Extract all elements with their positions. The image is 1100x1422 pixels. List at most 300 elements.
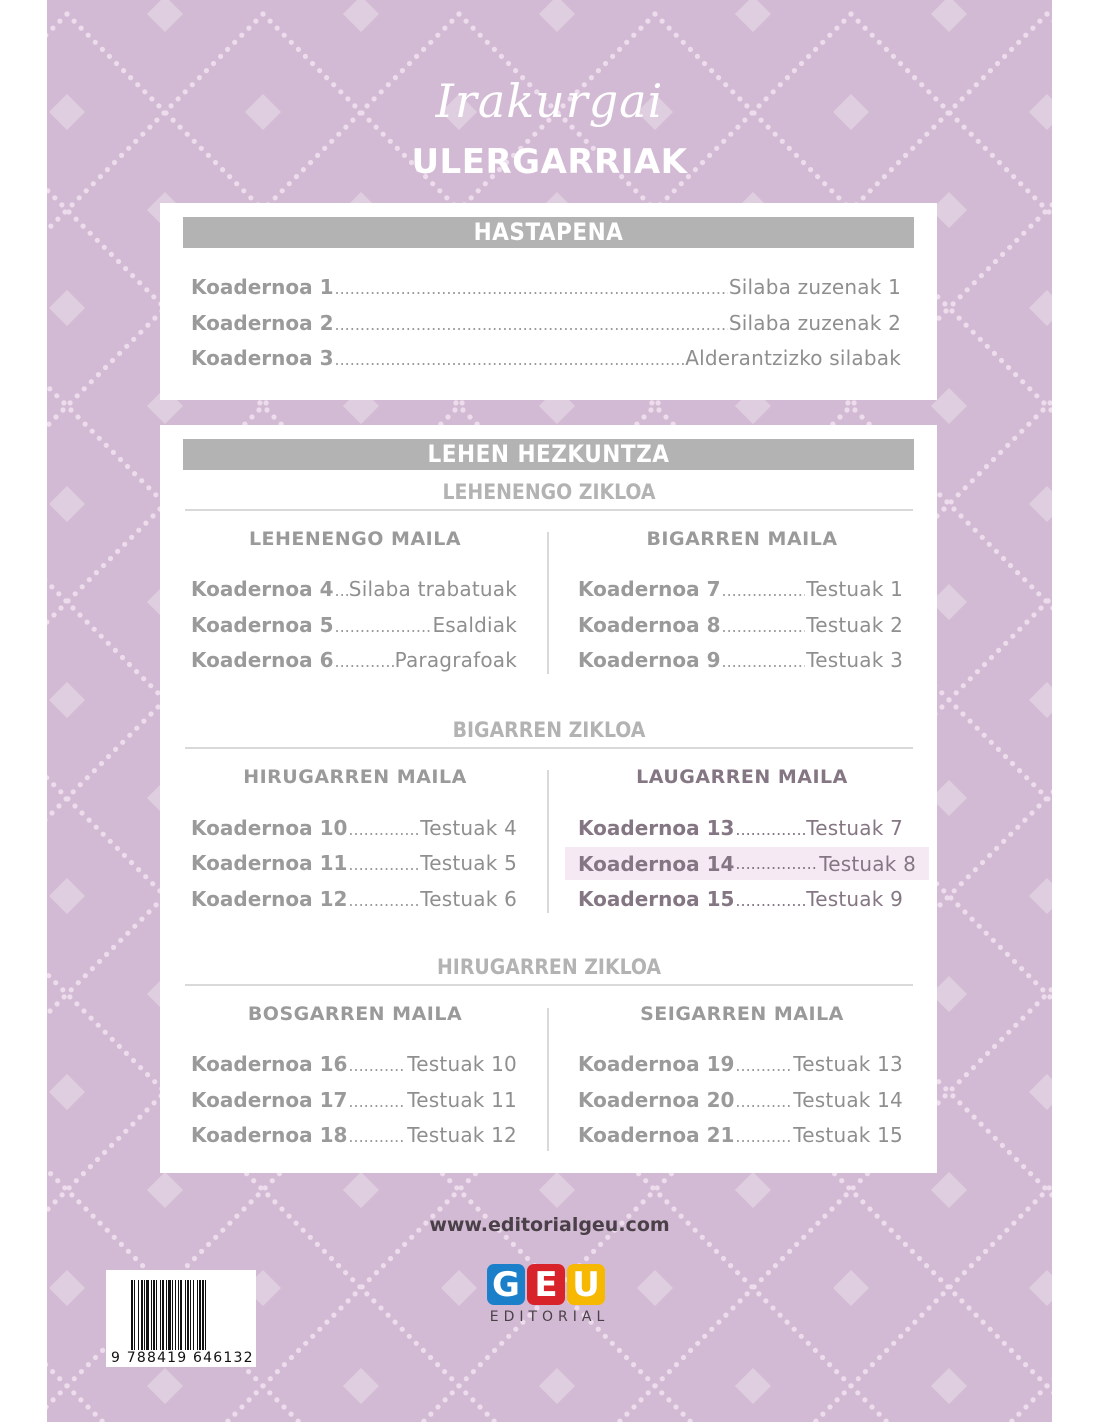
notebook-label: Koadernoa 8 <box>578 613 721 637</box>
barcode-bar <box>151 1280 152 1352</box>
pattern-dot <box>1036 803 1041 808</box>
pattern-dot <box>55 1178 60 1183</box>
pattern-dot <box>127 733 132 738</box>
pattern-diamond <box>539 0 575 32</box>
lehen-hezkuntza-card <box>160 425 937 1173</box>
pattern-dot <box>1040 407 1045 412</box>
pattern-dot <box>1016 1412 1021 1417</box>
pattern-dot <box>773 132 778 137</box>
pattern-dot <box>938 902 943 907</box>
pattern-dot <box>428 40 433 45</box>
cycle-divider <box>185 984 913 986</box>
pattern-dot <box>116 1136 121 1141</box>
pattern-dot <box>331 1313 336 1318</box>
pattern-dot <box>407 61 412 66</box>
pattern-dot <box>898 61 903 66</box>
notebook-label: Koadernoa 12 <box>191 887 348 911</box>
pattern-dot <box>185 132 190 137</box>
pattern-dot <box>129 535 134 540</box>
notebook-label: Koadernoa 5 <box>191 613 334 637</box>
series-title-main: ULERGARRIAK <box>411 142 688 182</box>
pattern-dot <box>966 1305 971 1310</box>
pattern-dot <box>225 47 230 52</box>
pattern-dot <box>525 1256 530 1261</box>
pattern-dot <box>959 881 964 886</box>
pattern-dot <box>66 598 71 603</box>
pattern-dot <box>859 414 864 419</box>
pattern-dot <box>107 54 112 59</box>
pattern-dot <box>674 1362 679 1367</box>
pattern-dot <box>478 1362 483 1367</box>
pattern-dot <box>1049 987 1052 992</box>
pattern-dot <box>64 796 69 801</box>
pattern-dot <box>941 506 946 511</box>
pattern-dot <box>841 19 846 24</box>
pattern-dot <box>499 1341 504 1346</box>
pattern-dot <box>87 818 92 823</box>
pattern-dot <box>839 1178 844 1183</box>
pattern-dot <box>130 1122 135 1127</box>
list-item <box>191 346 901 370</box>
pattern-dot <box>247 1397 252 1402</box>
pattern-dot <box>957 316 962 321</box>
pattern-dot <box>1030 26 1035 31</box>
notebook-label: Koadernoa 9 <box>578 648 721 672</box>
pattern-dot <box>656 407 661 412</box>
pattern-dot <box>695 54 700 59</box>
pattern-dot <box>598 1242 603 1247</box>
pattern-diamond <box>735 1172 771 1208</box>
pattern-dot <box>249 414 254 419</box>
pattern-dot <box>976 1256 981 1261</box>
pattern-dot <box>863 1369 868 1374</box>
pattern-dot <box>995 61 1000 66</box>
pattern-dot <box>53 1199 58 1204</box>
notebook-label: Koadernoa 13 <box>578 816 735 840</box>
pattern-dot <box>1013 1023 1018 1028</box>
notebook-title: Testuak 15 <box>793 1123 903 1147</box>
pattern-dot <box>360 1284 365 1289</box>
pattern-dot <box>264 407 269 412</box>
pattern-dot <box>1001 556 1006 561</box>
pattern-dot <box>338 1305 343 1310</box>
pattern-dot <box>79 26 84 31</box>
pattern-dot <box>104 952 109 957</box>
pattern-dot <box>139 917 144 922</box>
pattern-dot <box>477 1404 482 1409</box>
pattern-dot <box>1022 577 1027 582</box>
pattern-dot <box>1025 188 1030 193</box>
barcode-bar <box>131 1280 133 1352</box>
pattern-dot <box>492 47 497 52</box>
pattern-dot <box>891 54 896 59</box>
pattern-dot <box>709 68 714 73</box>
pattern-dot <box>799 61 804 66</box>
pattern-dot <box>656 400 661 405</box>
pattern-dot <box>1027 1008 1032 1013</box>
pattern-dot <box>1041 400 1046 405</box>
pattern-dot <box>773 1263 778 1268</box>
pattern-dot <box>926 1305 931 1310</box>
pattern-dot <box>1015 570 1020 575</box>
pattern-dot <box>282 33 287 38</box>
pattern-dot <box>1006 365 1011 370</box>
pattern-dot <box>665 195 670 200</box>
pattern-dot <box>141 719 146 724</box>
barcode-bar <box>193 1280 194 1352</box>
notebook-label: Koadernoa 18 <box>191 1123 348 1147</box>
pattern-dot <box>959 1298 964 1303</box>
pattern-dot <box>1028 224 1033 229</box>
pattern-dot <box>652 11 657 16</box>
pattern-dot <box>73 591 78 596</box>
pattern-dot <box>827 1404 832 1409</box>
pattern-dot <box>94 570 99 575</box>
pattern-dot <box>499 54 504 59</box>
pattern-dot <box>51 1397 56 1402</box>
pattern-dot <box>655 1185 660 1190</box>
pattern-dot <box>841 1376 846 1381</box>
pattern-dot <box>591 1249 596 1254</box>
pattern-dot <box>62 994 67 999</box>
pattern-dot <box>660 19 665 24</box>
pattern-dot <box>957 1100 962 1105</box>
level-title-highlighted: LAUGARREN MAILA <box>636 766 848 788</box>
pattern-dot <box>55 1001 60 1006</box>
pattern-dot <box>343 1270 348 1275</box>
barcode-bar <box>138 1280 139 1352</box>
pattern-dot <box>1026 422 1031 427</box>
hastapena-heading: HASTAPENA <box>183 217 914 248</box>
list-item <box>578 577 903 601</box>
pattern-dot <box>958 294 963 299</box>
list-item <box>578 816 903 840</box>
pattern-dot <box>140 132 145 137</box>
pattern-dot <box>1040 1192 1045 1197</box>
pattern-dot <box>982 662 987 667</box>
pattern-dot <box>152 1100 157 1105</box>
pattern-dot <box>140 1263 145 1268</box>
pattern-dot <box>799 1334 804 1339</box>
publisher-url[interactable]: www.editorialgeu.com <box>429 1214 670 1236</box>
pattern-dot <box>346 1298 351 1303</box>
notebook-label: Koadernoa 10 <box>191 816 348 840</box>
notebook-label: Koadernoa 6 <box>191 648 334 672</box>
pattern-dot <box>998 945 1003 950</box>
pattern-dot <box>646 1390 651 1395</box>
pattern-dot <box>478 33 483 38</box>
pattern-dot <box>978 337 983 342</box>
pattern-dot <box>934 1298 939 1303</box>
pattern-dot <box>148 683 153 688</box>
pattern-dot <box>329 1256 334 1261</box>
leader-dots <box>721 652 805 671</box>
pattern-dot <box>53 414 58 419</box>
pattern-dot <box>296 1419 301 1422</box>
leader-dots <box>735 891 805 910</box>
pattern-dot <box>759 1277 764 1282</box>
pattern-dot <box>957 1079 962 1084</box>
pattern-dot <box>77 195 82 200</box>
pattern-dot <box>939 704 944 709</box>
pattern-dot <box>485 1355 490 1360</box>
pattern-dot <box>143 521 148 526</box>
pattern-dot <box>991 457 996 462</box>
pattern-dot <box>74 1178 79 1183</box>
pattern-dot <box>1012 436 1017 441</box>
pattern-diamond <box>343 1368 379 1404</box>
pattern-dot <box>941 1291 946 1296</box>
pattern-dot <box>834 1369 839 1374</box>
pattern-dot <box>999 358 1004 363</box>
pattern-dot <box>336 132 341 137</box>
leader-dots <box>348 1127 406 1146</box>
pattern-dot <box>56 803 61 808</box>
leader-dots <box>735 1127 792 1146</box>
column-divider <box>547 770 549 913</box>
pattern-dot <box>664 1199 669 1204</box>
pattern-dot <box>688 1348 693 1353</box>
pattern-dot <box>150 881 155 886</box>
pattern-dot <box>977 471 982 476</box>
pattern-dot <box>268 19 273 24</box>
pattern-dot <box>770 1305 775 1310</box>
pattern-dot <box>76 980 81 985</box>
pattern-dot <box>856 19 861 24</box>
notebook-label: Koadernoa 15 <box>578 887 735 911</box>
notebook-title: Testuak 7 <box>806 816 903 840</box>
pattern-dot <box>972 1115 977 1120</box>
pattern-dot <box>137 280 142 285</box>
pattern-dot <box>992 351 997 356</box>
pattern-dot <box>844 1192 849 1197</box>
pattern-dot <box>867 1206 872 1211</box>
pattern-dot <box>106 754 111 759</box>
pattern-dot <box>988 1327 993 1332</box>
pattern-dot <box>464 19 469 24</box>
pattern-dot <box>993 259 998 264</box>
pattern-dot <box>962 1270 967 1275</box>
pattern-dot <box>964 323 969 328</box>
pattern-dot <box>111 450 116 455</box>
pattern-dot <box>955 1277 960 1282</box>
pattern-dot <box>70 605 75 610</box>
pattern-dot <box>47 386 52 391</box>
pattern-dot <box>973 528 978 533</box>
pattern-dot <box>688 1419 693 1422</box>
pattern-dot <box>364 1291 369 1296</box>
cycle-title: BIGARREN ZIKLOA <box>452 718 646 742</box>
pattern-dot <box>127 662 132 667</box>
pattern-dot <box>820 1355 825 1360</box>
pattern-dot <box>952 1291 957 1296</box>
pattern-dot <box>72 1376 77 1381</box>
pattern-dot <box>924 132 929 137</box>
pattern-dot <box>1017 627 1022 632</box>
pattern-dot <box>279 1206 284 1211</box>
pattern-dot <box>460 400 465 405</box>
pattern-dot <box>702 61 707 66</box>
series-title-script: Irakurgai <box>435 74 664 128</box>
pattern-dot <box>905 68 910 73</box>
pattern-dot <box>938 1277 943 1282</box>
pattern-dot <box>100 1419 105 1422</box>
pattern-dot <box>96 1023 101 1028</box>
pattern-dot <box>88 1164 93 1169</box>
pattern-dot <box>83 1206 88 1211</box>
pattern-dot <box>47 818 48 823</box>
pattern-dot <box>987 853 992 858</box>
pattern-dot <box>868 188 873 193</box>
notebook-label: Koadernoa 3 <box>191 346 334 370</box>
pattern-dot <box>324 1320 329 1325</box>
pattern-dot <box>972 280 977 285</box>
pattern-dot <box>975 669 980 674</box>
pattern-dot <box>407 1334 412 1339</box>
pattern-dot <box>265 1192 270 1197</box>
pattern-dot <box>101 563 106 568</box>
pattern-dot <box>125 931 130 936</box>
pattern-dot <box>953 704 958 709</box>
pattern-dot <box>64 11 69 16</box>
list-item <box>191 1088 517 1112</box>
pattern-dot <box>905 1327 910 1332</box>
pattern-dot <box>137 1115 142 1120</box>
leader-dots <box>334 581 347 600</box>
pattern-dot <box>58 1390 63 1395</box>
pattern-dot <box>78 1397 83 1402</box>
pattern-dot <box>688 47 693 52</box>
pattern-dot <box>452 407 457 412</box>
pattern-dot <box>75 414 80 419</box>
pattern-diamond <box>735 0 771 32</box>
pattern-dot <box>1031 1397 1036 1402</box>
pattern-dot <box>1042 994 1047 999</box>
pattern-dot <box>752 1284 757 1289</box>
pattern-dot <box>92 627 97 632</box>
pattern-dot <box>192 1256 197 1261</box>
pattern-dot <box>101 832 106 837</box>
pattern-dot <box>1036 591 1041 596</box>
pattern-diamond <box>343 1172 379 1208</box>
pattern-dot <box>716 1320 721 1325</box>
pattern-dot <box>249 1199 254 1204</box>
pattern-dot <box>1003 754 1008 759</box>
notebook-title: Testuak 13 <box>793 1052 903 1076</box>
pattern-dot <box>877 1412 882 1417</box>
pattern-dot <box>1017 768 1022 773</box>
pattern-dot <box>849 1383 854 1388</box>
pattern-dot <box>1051 1390 1052 1395</box>
pattern-dot <box>261 1383 266 1388</box>
pattern-dot <box>617 47 622 52</box>
notebook-title: Testuak 3 <box>806 648 903 672</box>
pattern-dot <box>943 1093 948 1098</box>
pattern-dot <box>131 1058 136 1063</box>
column-divider <box>547 532 549 674</box>
pattern-dot <box>447 1178 452 1183</box>
pattern-dot <box>702 1334 707 1339</box>
pattern-dot <box>1037 19 1042 24</box>
pattern-dot <box>153 492 158 497</box>
pattern-dot <box>532 132 537 137</box>
notebook-label: Koadernoa 7 <box>578 577 721 601</box>
pattern-dot <box>974 1313 979 1318</box>
pattern-dot <box>1014 238 1019 243</box>
pattern-dot <box>108 556 113 561</box>
pattern-diamond <box>49 486 85 522</box>
pattern-dot <box>851 1185 856 1190</box>
pattern-dot <box>936 316 941 321</box>
pattern-diamond <box>539 1172 575 1208</box>
pattern-dot <box>271 414 276 419</box>
pattern-dot <box>792 1327 797 1332</box>
pattern-dot <box>1006 1030 1011 1035</box>
pattern-dot <box>253 1376 258 1381</box>
pattern-dot <box>1021 231 1026 236</box>
list-item <box>191 1123 517 1147</box>
pattern-dot <box>218 54 223 59</box>
pattern-dot <box>1044 796 1049 801</box>
leader-dots <box>334 350 684 369</box>
pattern-dot <box>79 810 84 815</box>
pattern-dot <box>945 895 950 900</box>
pattern-dot <box>273 195 278 200</box>
barcode-bar <box>146 1280 149 1352</box>
pattern-dot <box>964 1107 969 1112</box>
pattern-dot <box>968 719 973 724</box>
pattern-dot <box>884 1419 889 1422</box>
pattern-dot <box>1028 1171 1033 1176</box>
pattern-dot <box>268 1376 273 1381</box>
list-item <box>578 1088 903 1112</box>
pattern-dot <box>139 478 144 483</box>
barcode-bar <box>185 1280 186 1352</box>
pattern-dot <box>862 1397 867 1402</box>
pattern-dot <box>317 68 322 73</box>
pattern-dot <box>643 1178 648 1183</box>
pattern-dot <box>150 513 155 518</box>
notebook-label: Koadernoa 17 <box>191 1088 348 1112</box>
pattern-dot <box>845 400 850 405</box>
pattern-dot <box>1029 810 1034 815</box>
pattern-dot <box>85 1404 90 1409</box>
pattern-dot <box>1037 1376 1042 1381</box>
pattern-dot <box>111 945 116 950</box>
pattern-dot <box>855 1390 860 1395</box>
pattern-dot <box>820 1412 825 1417</box>
pattern-dot <box>667 1369 672 1374</box>
pattern-diamond <box>931 1368 967 1404</box>
pattern-dot <box>681 1355 686 1360</box>
pattern-dot <box>1033 1199 1038 1204</box>
pattern-dot <box>232 40 237 45</box>
pattern-dot <box>942 301 947 306</box>
pattern-dot <box>90 966 95 971</box>
barcode-bar <box>178 1280 179 1352</box>
pattern-dot <box>813 47 818 52</box>
pattern-dot <box>1005 952 1010 957</box>
pattern-dot <box>1008 832 1013 837</box>
list-item <box>578 613 903 637</box>
pattern-dot <box>92 768 97 773</box>
pattern-dot <box>395 1249 400 1254</box>
pattern-dot <box>1022 818 1027 823</box>
pattern-dot <box>206 1242 211 1247</box>
pattern-dot <box>1023 33 1028 38</box>
pattern-dot <box>837 1199 842 1204</box>
pattern-dot <box>863 26 868 31</box>
